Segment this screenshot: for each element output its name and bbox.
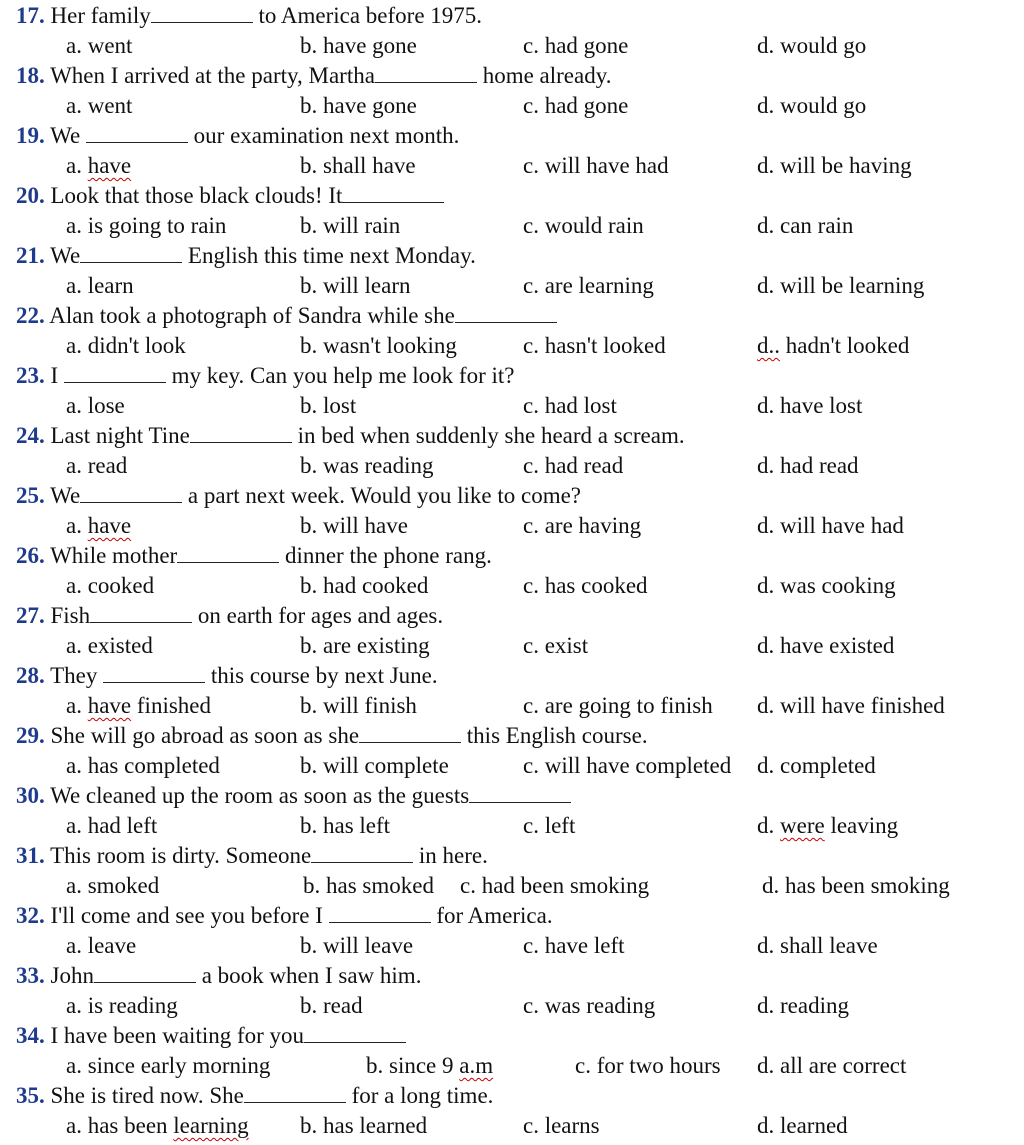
- question-text-after: this English course.: [466, 723, 648, 748]
- question-text-after: for America.: [436, 903, 553, 928]
- question-number: 28.: [16, 663, 45, 688]
- answer-option[interactable]: a. has been learning: [66, 1113, 249, 1138]
- answer-option[interactable]: a. is going to rain: [66, 213, 227, 238]
- question-stem: [16, 722, 648, 750]
- question-stem: [16, 182, 444, 210]
- answer-option[interactable]: d. had read: [757, 453, 859, 478]
- question-number: 18.: [16, 63, 45, 88]
- question-text-before: She will go abroad as soon as she: [50, 723, 360, 748]
- answer-blank[interactable]: [177, 543, 279, 563]
- answer-blank[interactable]: [311, 843, 413, 863]
- answer-option[interactable]: c. are going to finish: [523, 693, 713, 718]
- answer-blank[interactable]: [244, 1083, 346, 1103]
- answer-option[interactable]: c. would rain: [523, 213, 644, 238]
- question-number: 35.: [16, 1083, 45, 1108]
- question-stem: [16, 1082, 493, 1110]
- question-text-before: John: [50, 963, 94, 988]
- answer-option[interactable]: c. had read: [523, 453, 624, 478]
- question-number: 20.: [16, 183, 45, 208]
- spellcheck-mark: have: [87, 693, 132, 718]
- question-text-after: a part next week. Would you like to come?: [187, 483, 581, 508]
- question-number: 26.: [16, 543, 45, 568]
- answer-option[interactable]: b. have gone: [300, 93, 417, 118]
- answer-option[interactable]: a. read: [66, 453, 128, 478]
- question-text-before: I have been waiting for you: [50, 1023, 305, 1048]
- question-text-before: Fish: [50, 603, 91, 628]
- question-number: 22.: [16, 303, 45, 328]
- question-text-before: They: [50, 663, 104, 688]
- answer-option[interactable]: b. will learn: [300, 273, 411, 298]
- answer-option[interactable]: b. will have: [300, 513, 408, 538]
- answer-option[interactable]: d. was cooking: [757, 573, 896, 598]
- question-text-before: This room is dirty. Someone: [50, 843, 312, 868]
- question-stem: [16, 62, 611, 90]
- spellcheck-mark: were: [780, 813, 825, 838]
- question-text-before: Her family: [50, 3, 151, 28]
- answer-option[interactable]: a. didn't look: [66, 333, 186, 358]
- spellcheck-mark: have: [87, 153, 132, 178]
- answer-option[interactable]: c. will have completed: [523, 753, 732, 778]
- answer-option[interactable]: b. has left: [300, 813, 391, 838]
- answer-blank[interactable]: [151, 3, 253, 23]
- answer-option[interactable]: d. reading: [757, 993, 849, 1018]
- answer-option[interactable]: d. will be having: [757, 153, 912, 178]
- answer-blank[interactable]: [80, 243, 182, 263]
- answer-blank[interactable]: [64, 363, 166, 383]
- question-number: 31.: [16, 843, 45, 868]
- answer-option[interactable]: c. had lost: [523, 393, 617, 418]
- answer-option[interactable]: b. since 9 a.m: [366, 1053, 494, 1078]
- answer-option[interactable]: a. have: [66, 513, 132, 538]
- answer-option[interactable]: b. has smoked: [303, 873, 434, 898]
- answer-option[interactable]: a. cooked: [66, 573, 155, 598]
- answer-option[interactable]: d. can rain: [757, 213, 854, 238]
- answer-blank[interactable]: [375, 63, 477, 83]
- answer-option[interactable]: b. shall have: [300, 153, 416, 178]
- question-text-before: We: [50, 483, 81, 508]
- answer-option[interactable]: c. was reading: [523, 993, 656, 1018]
- answer-option[interactable]: a. learn: [66, 273, 134, 298]
- answer-option[interactable]: b. will rain: [300, 213, 401, 238]
- question-stem: [16, 362, 514, 390]
- answer-option[interactable]: a. since early morning: [66, 1053, 271, 1078]
- question-stem: [16, 542, 492, 570]
- question-number: 33.: [16, 963, 45, 988]
- answer-option[interactable]: a. went: [66, 93, 133, 118]
- answer-option[interactable]: a. had left: [66, 813, 158, 838]
- answer-blank[interactable]: [94, 963, 196, 983]
- answer-option[interactable]: d. shall leave: [757, 933, 878, 958]
- answer-blank[interactable]: [86, 123, 188, 143]
- question-stem: [16, 602, 443, 630]
- answer-option[interactable]: b. had cooked: [300, 573, 429, 598]
- answer-option[interactable]: d. would go: [757, 33, 867, 58]
- answer-option[interactable]: c. will have had: [523, 153, 669, 178]
- answer-option[interactable]: d. would go: [757, 93, 867, 118]
- question-number: 19.: [16, 123, 45, 148]
- answer-option[interactable]: a. lose: [66, 393, 125, 418]
- question-number: 25.: [16, 483, 45, 508]
- question-stem: [16, 902, 553, 930]
- answer-option[interactable]: d. have lost: [757, 393, 863, 418]
- answer-option[interactable]: c. exist: [523, 633, 589, 658]
- question-text-before: Last night Tine: [50, 423, 190, 448]
- question-text-after: dinner the phone rang.: [284, 543, 492, 568]
- question-stem: [16, 122, 459, 150]
- question-text-after: in here.: [418, 843, 488, 868]
- answer-option[interactable]: b. will finish: [300, 693, 417, 718]
- question-text-before: We: [50, 243, 81, 268]
- question-text-before: I: [50, 363, 64, 388]
- answer-option[interactable]: c. left: [523, 813, 576, 838]
- question-text-after: to America before 1975.: [258, 3, 483, 28]
- question-text-before: We: [50, 123, 86, 148]
- answer-option[interactable]: c. has cooked: [523, 573, 648, 598]
- answer-option[interactable]: a. have: [66, 153, 132, 178]
- question-number: 30.: [16, 783, 45, 808]
- question-stem: [16, 422, 685, 450]
- answer-blank[interactable]: [304, 1023, 406, 1043]
- answer-option[interactable]: a. went: [66, 33, 133, 58]
- spellcheck-mark: d..: [757, 333, 780, 358]
- question-number: 17.: [16, 3, 45, 28]
- question-text-after: this course by next June.: [210, 663, 438, 688]
- question-number: 24.: [16, 423, 45, 448]
- answer-option[interactable]: a. leave: [66, 933, 137, 958]
- question-stem: [16, 1022, 406, 1050]
- question-text-before: When I arrived at the party, Martha: [50, 63, 375, 88]
- answer-option[interactable]: a. smoked: [66, 873, 160, 898]
- answer-option[interactable]: d. have existed: [757, 633, 895, 658]
- question-number: 32.: [16, 903, 45, 928]
- question-stem: [16, 782, 571, 810]
- question-stem: [16, 242, 476, 270]
- answer-option[interactable]: a. has completed: [66, 753, 220, 778]
- answer-option[interactable]: b. have gone: [300, 33, 417, 58]
- answer-option[interactable]: c. had gone: [523, 33, 629, 58]
- answer-option[interactable]: b. has learned: [300, 1113, 428, 1138]
- question-stem: [16, 2, 482, 30]
- answer-option[interactable]: a. have finished: [66, 693, 211, 718]
- answer-blank[interactable]: [342, 183, 444, 203]
- answer-blank[interactable]: [359, 723, 461, 743]
- answer-option[interactable]: b. lost: [300, 393, 357, 418]
- question-stem: [16, 962, 421, 990]
- answer-option[interactable]: a. existed: [66, 633, 153, 658]
- answer-option[interactable]: c. learns: [523, 1113, 600, 1138]
- answer-option[interactable]: d. will have had: [757, 513, 904, 538]
- question-text-after: my key. Can you help me look for it?: [171, 363, 515, 388]
- answer-option[interactable]: b. was reading: [300, 453, 434, 478]
- question-number: 34.: [16, 1023, 45, 1048]
- question-text-after: in bed when suddenly she heard a scream.: [297, 423, 685, 448]
- answer-blank[interactable]: [469, 783, 571, 803]
- spellcheck-mark: learning: [173, 1113, 249, 1138]
- question-text-before: While mother: [50, 543, 178, 568]
- answer-option[interactable]: d. has been smoking: [762, 873, 950, 898]
- answer-option[interactable]: d. learned: [757, 1113, 848, 1138]
- answer-option[interactable]: b. will leave: [300, 933, 414, 958]
- answer-option[interactable]: c. had gone: [523, 93, 629, 118]
- question-stem: [16, 842, 488, 870]
- answer-option[interactable]: c. had been smoking: [460, 873, 650, 898]
- question-text-before: We cleaned up the room as soon as the guests: [50, 783, 470, 808]
- answer-option[interactable]: d. will have finished: [757, 693, 945, 718]
- question-text-after: English this time next Monday.: [187, 243, 476, 268]
- question-text-after: on earth for ages and ages.: [197, 603, 444, 628]
- spellcheck-mark: have: [87, 513, 132, 538]
- answer-option[interactable]: b. read: [300, 993, 363, 1018]
- question-text-after: for a long time.: [351, 1083, 494, 1108]
- answer-option[interactable]: c. hasn't looked: [523, 333, 666, 358]
- question-text-after: our examination next month.: [193, 123, 460, 148]
- answer-option[interactable]: d. completed: [757, 753, 876, 778]
- question-stem: [16, 482, 581, 510]
- question-number: 29.: [16, 723, 45, 748]
- answer-option[interactable]: d. will be learning: [757, 273, 925, 298]
- question-text-before: Alan took a photograph of Sandra while she: [49, 303, 455, 328]
- answer-option[interactable]: d.. hadn't looked: [757, 333, 910, 358]
- answer-blank[interactable]: [455, 303, 557, 323]
- question-stem: [16, 662, 438, 690]
- question-text-after: a book when I saw him.: [201, 963, 422, 988]
- question-stem: [16, 302, 557, 330]
- answer-blank[interactable]: [80, 483, 182, 503]
- answer-option[interactable]: b. wasn't looking: [300, 333, 457, 358]
- answer-option[interactable]: a. is reading: [66, 993, 178, 1018]
- question-number: 27.: [16, 603, 45, 628]
- question-text-before: She is tired now. She: [50, 1083, 244, 1108]
- answer-blank[interactable]: [190, 423, 292, 443]
- question-number: 21.: [16, 243, 45, 268]
- question-number: 23.: [16, 363, 45, 388]
- answer-option[interactable]: d. were leaving: [757, 813, 899, 838]
- answer-option[interactable]: c. are learning: [523, 273, 654, 298]
- answer-option[interactable]: c. are having: [523, 513, 642, 538]
- question-text-after: home already.: [482, 63, 612, 88]
- answer-blank[interactable]: [103, 663, 205, 683]
- spellcheck-mark: a.m: [459, 1053, 494, 1078]
- answer-blank[interactable]: [329, 903, 431, 923]
- question-text-before: Look that those black clouds! It: [50, 183, 343, 208]
- answer-option[interactable]: c. for two hours: [575, 1053, 721, 1078]
- answer-option[interactable]: d. all are correct: [757, 1053, 907, 1078]
- question-text-before: I'll come and see you before I: [50, 903, 329, 928]
- answer-option[interactable]: b. are existing: [300, 633, 430, 658]
- answer-option[interactable]: b. will complete: [300, 753, 449, 778]
- answer-option[interactable]: c. have left: [523, 933, 625, 958]
- answer-blank[interactable]: [90, 603, 192, 623]
